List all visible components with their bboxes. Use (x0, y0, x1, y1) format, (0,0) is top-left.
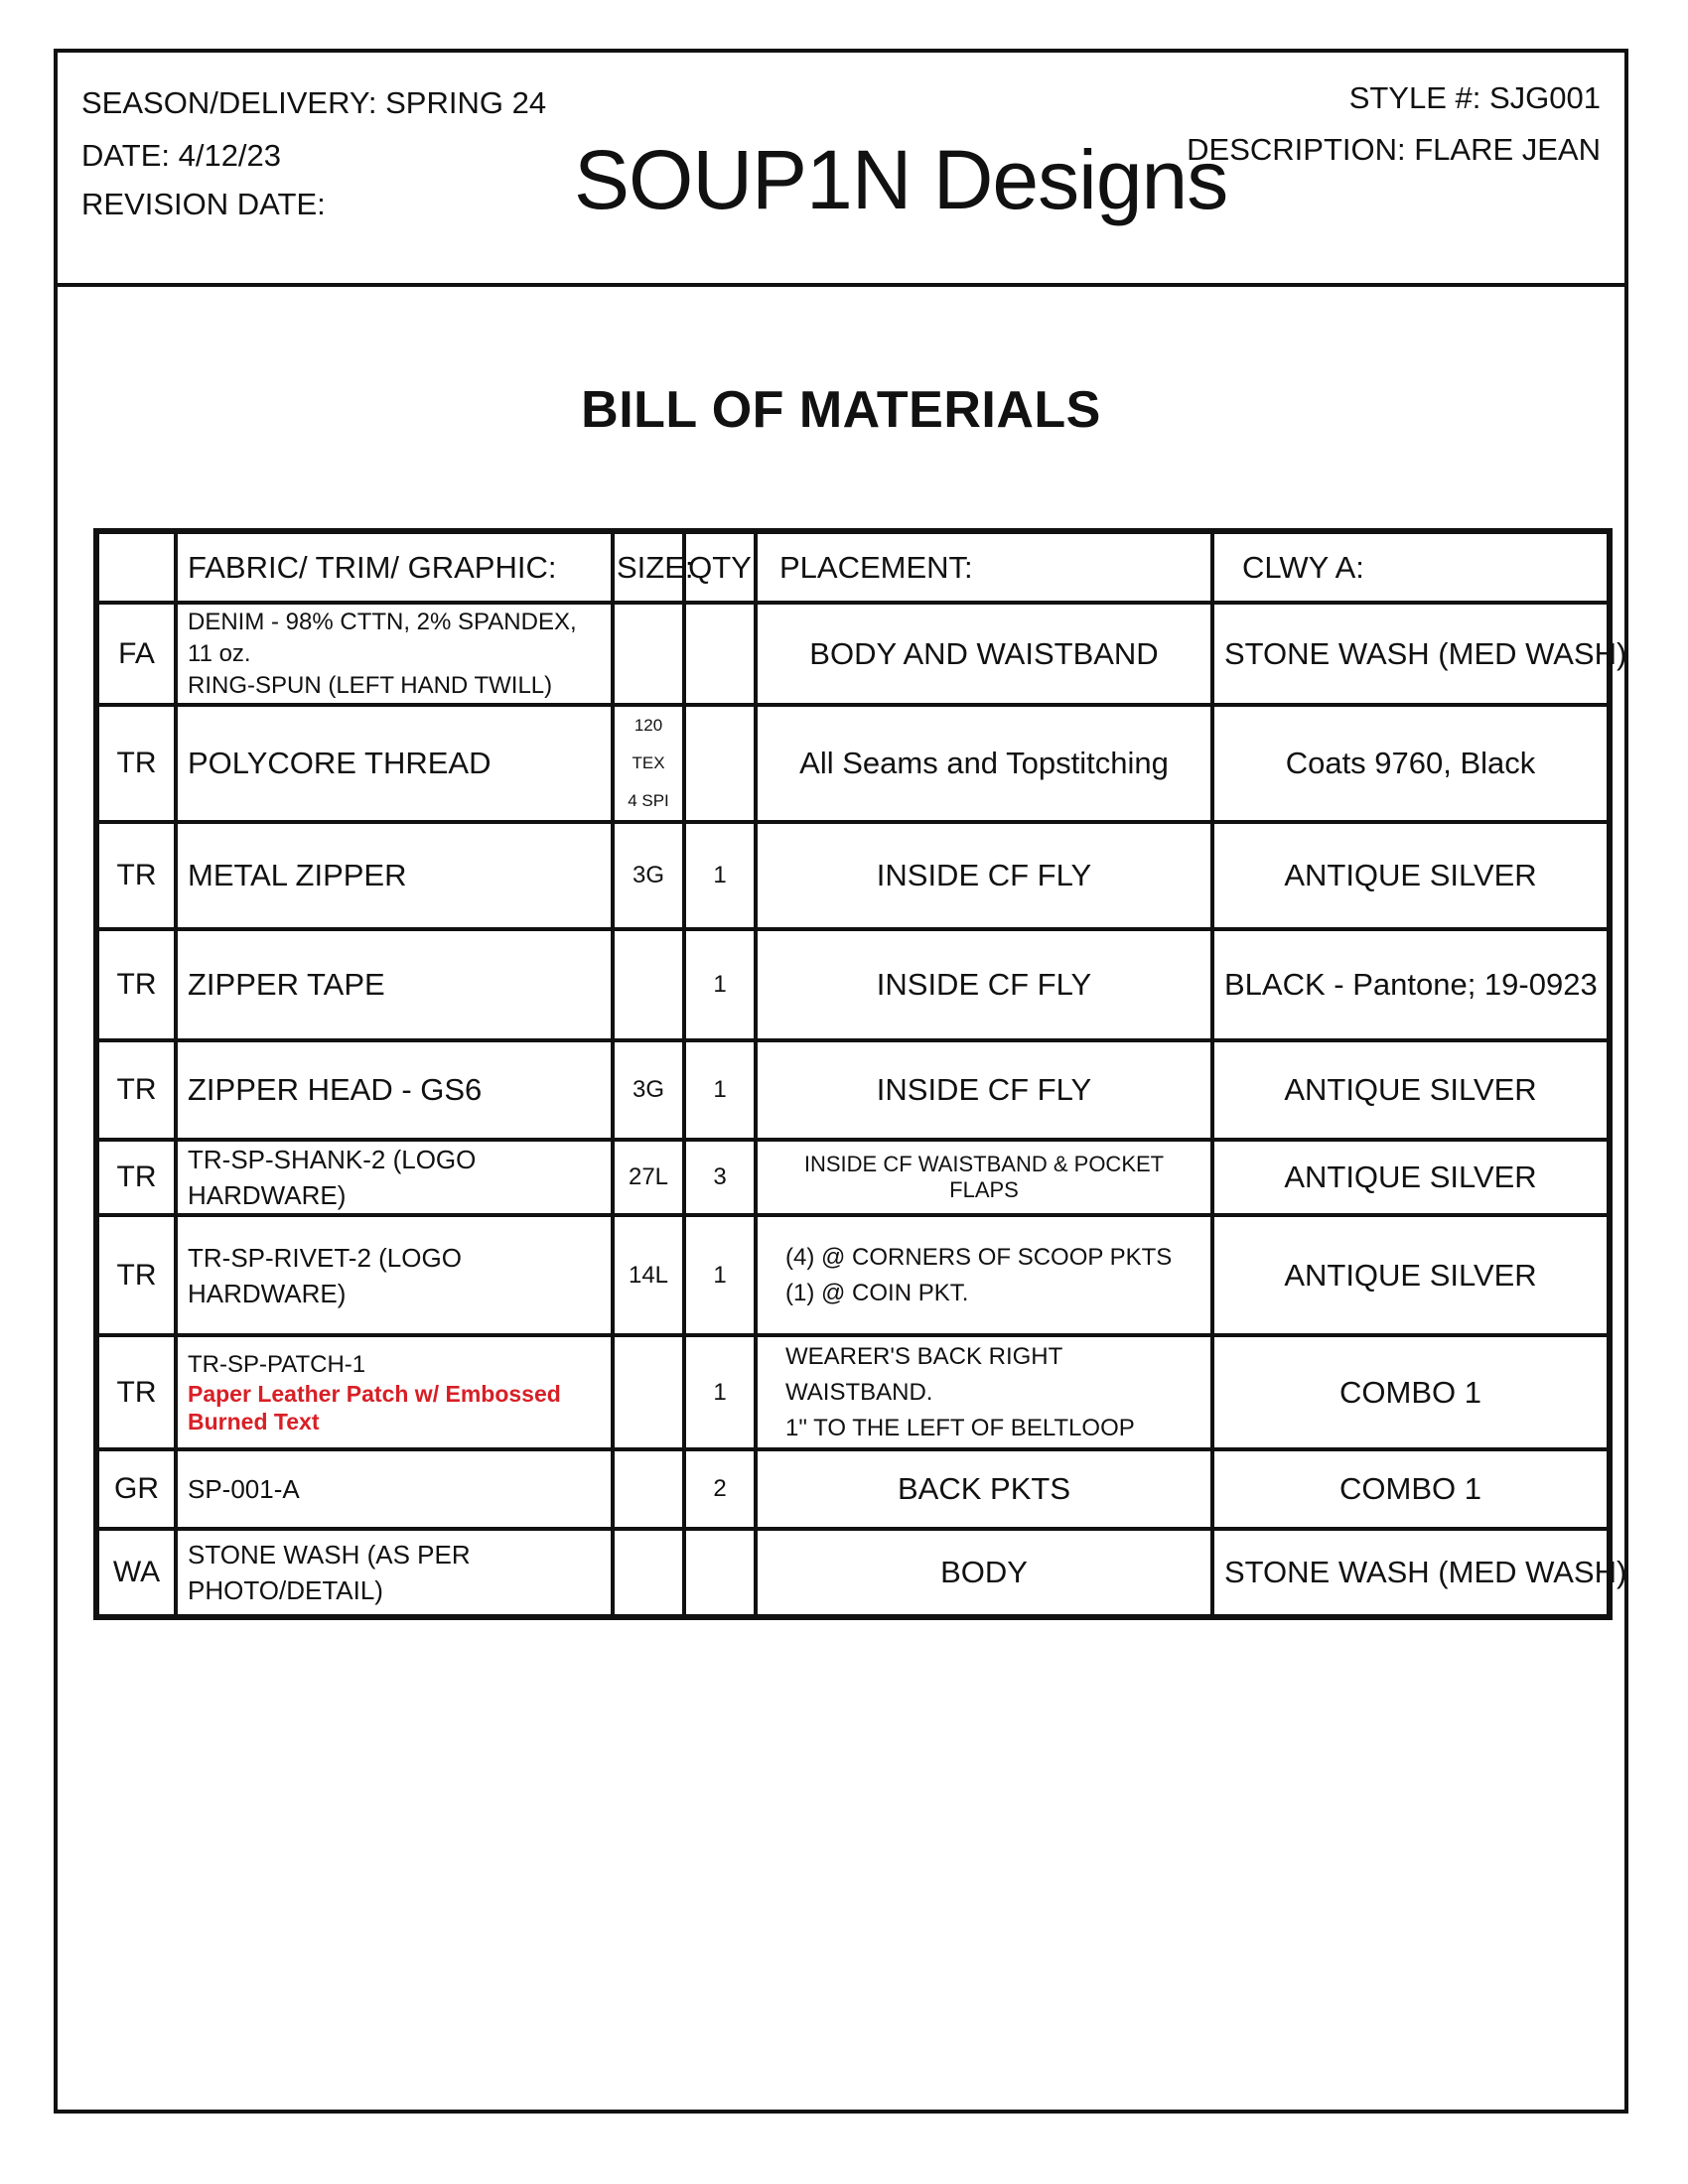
item-note-red: Paper Leather Patch w/ Embossed (188, 1380, 561, 1407)
header-item: FABRIC/ TRIM/ GRAPHIC: (176, 531, 613, 603)
item-note-red: Burned Text (188, 1408, 320, 1434)
revision-date: REVISION DATE: (81, 187, 326, 221)
row-colorway: ANTIQUE SILVER (1212, 1215, 1610, 1335)
description: DESCRIPTION: FLARE JEAN (1187, 132, 1601, 167)
placement-line: (4) @ CORNERS OF SCOOP PKTS (785, 1243, 1173, 1271)
row-item: POLYCORE THREAD (176, 705, 613, 822)
row-placement: INSIDE CF FLY (756, 929, 1212, 1040)
row-item: STONE WASH (AS PER PHOTO/DETAIL) (176, 1529, 613, 1617)
row-code: WA (96, 1529, 176, 1617)
placement-line: WEARER'S BACK RIGHT WAISTBAND. (785, 1342, 1062, 1406)
row-size (613, 1335, 684, 1449)
date: DATE: 4/12/23 (81, 138, 282, 173)
table-row (96, 1335, 1610, 1449)
row-qty: 1 (684, 1335, 756, 1449)
item-line: DENIM - 98% CTTN, 2% SPANDEX, 11 oz. (188, 608, 577, 667)
row-placement (756, 1335, 1212, 1449)
row-qty: 2 (684, 1449, 756, 1529)
page-frame (54, 49, 1628, 2114)
row-colorway: ANTIQUE SILVER (1212, 822, 1610, 929)
row-colorway: STONE WASH (MED WASH) (1212, 1529, 1610, 1617)
page-title: BILL OF MATERIALS (581, 381, 1101, 439)
row-placement: All Seams and Topstitching (756, 705, 1212, 822)
row-size (613, 1449, 684, 1529)
row-code: TR (96, 1040, 176, 1140)
row-placement: BODY (756, 1529, 1212, 1617)
table-row (96, 603, 1610, 705)
row-placement: BACK PKTS (756, 1449, 1212, 1529)
table-row (96, 1040, 1610, 1140)
row-code: TR (96, 822, 176, 929)
bill-of-materials-table (93, 528, 1627, 1620)
row-item: TR-SP-SHANK-2 (LOGO HARDWARE) (176, 1140, 613, 1215)
row-colorway: STONE WASH (MED WASH) (1212, 603, 1610, 705)
row-code: GR (96, 1449, 176, 1529)
row-item (176, 1335, 613, 1449)
placement-line: 1" TO THE LEFT OF BELTLOOP (785, 1414, 1135, 1441)
row-size (613, 1529, 684, 1617)
row-placement: INSIDE CF WAISTBAND & POCKET FLAPS (756, 1140, 1212, 1215)
table-row (96, 929, 1610, 1040)
row-code: TR (96, 1335, 176, 1449)
table-row (96, 1449, 1610, 1529)
row-code: TR (96, 1215, 176, 1335)
row-item: METAL ZIPPER (176, 822, 613, 929)
header-block (58, 53, 1624, 287)
row-colorway: COMBO 1 (1212, 1449, 1610, 1529)
row-item: ZIPPER TAPE (176, 929, 613, 1040)
header-code (96, 531, 176, 603)
header-qty: QTY (684, 531, 756, 603)
row-size (613, 603, 684, 705)
row-qty: 1 (684, 929, 756, 1040)
row-qty: 1 (684, 1215, 756, 1335)
row-code: FA (96, 603, 176, 705)
row-qty (684, 705, 756, 822)
size-line: 120 TEX (632, 716, 665, 772)
season-delivery: SEASON/DELIVERY: SPRING 24 (81, 85, 547, 120)
row-colorway: ANTIQUE SILVER (1212, 1040, 1610, 1140)
row-placement: BODY AND WAISTBAND (756, 603, 1212, 705)
row-qty: 3 (684, 1140, 756, 1215)
row-item: TR-SP-RIVET-2 (LOGO HARDWARE) (176, 1215, 613, 1335)
row-qty: 1 (684, 822, 756, 929)
row-colorway: ANTIQUE SILVER (1212, 1140, 1610, 1215)
style-number: STYLE #: SJG001 (1348, 80, 1601, 115)
row-size: 3G (613, 822, 684, 929)
table-header-row (96, 531, 1610, 603)
row-colorway: Coats 9760, Black (1212, 705, 1610, 822)
row-size: 14L (613, 1215, 684, 1335)
header-size: SIZE: (613, 531, 684, 603)
row-colorway: COMBO 1 (1212, 1335, 1610, 1449)
item-line: TR-SP-PATCH-1 (188, 1350, 366, 1378)
item-line: RING-SPUN (LEFT HAND TWILL) (188, 671, 553, 699)
table-row (96, 1215, 1610, 1335)
row-code: TR (96, 1140, 176, 1215)
row-placement: INSIDE CF FLY (756, 822, 1212, 929)
row-item: ZIPPER HEAD - GS6 (176, 1040, 613, 1140)
row-code: TR (96, 705, 176, 822)
row-qty (684, 1529, 756, 1617)
row-code: TR (96, 929, 176, 1040)
row-qty: 1 (684, 1040, 756, 1140)
row-qty (684, 603, 756, 705)
brand-name: SOUP1N Designs (574, 133, 1228, 226)
table-row (96, 822, 1610, 929)
header-colorway: CLWY A: (1212, 531, 1610, 603)
table-row (96, 705, 1610, 822)
header-placement: PLACEMENT: (756, 531, 1212, 603)
row-placement: INSIDE CF FLY (756, 1040, 1212, 1140)
table-row (96, 1140, 1610, 1215)
row-size (613, 705, 684, 822)
row-colorway: BLACK - Pantone; 19-0923 (1212, 929, 1610, 1040)
row-placement (756, 1215, 1212, 1335)
placement-line: (1) @ COIN PKT. (785, 1279, 969, 1306)
table-row (96, 1529, 1610, 1617)
size-line: 4 SPI (628, 791, 669, 810)
row-size: 27L (613, 1140, 684, 1215)
row-item: SP-001-A (176, 1449, 613, 1529)
row-item (176, 603, 613, 705)
row-size: 3G (613, 1040, 684, 1140)
row-size (613, 929, 684, 1040)
